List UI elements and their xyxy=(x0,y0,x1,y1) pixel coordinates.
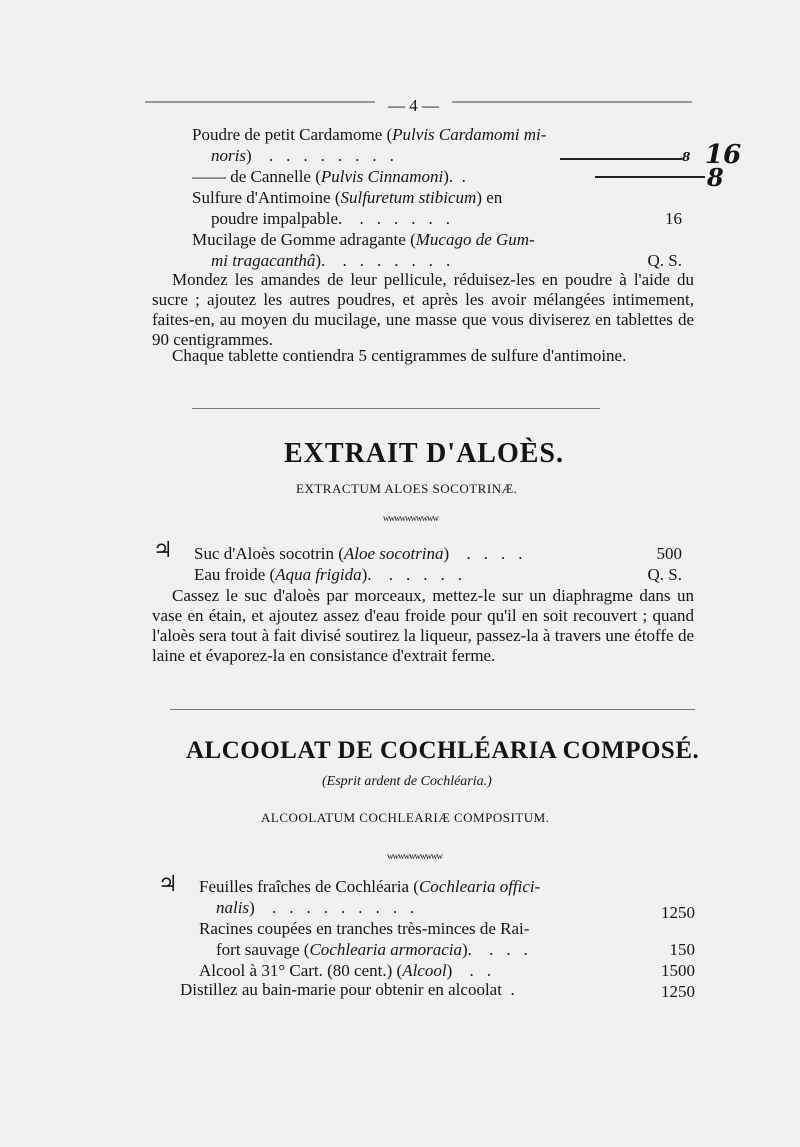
recipe-symbol: ♃ xyxy=(158,871,178,896)
ingredient-line: poudre impalpable. ...... xyxy=(211,209,463,228)
quantity: 500 xyxy=(656,544,682,563)
ingredient-line: noris) ........ xyxy=(211,146,407,165)
handwritten-number: 16 xyxy=(705,140,742,170)
handwritten-number: 8 xyxy=(707,163,724,192)
ink-stroke xyxy=(560,158,682,160)
ornament: wwwwwwwwww xyxy=(387,851,442,861)
ingredient-line: Mucilage de Gomme adragante (Mucago de Gum- xyxy=(192,230,535,249)
header-rule xyxy=(145,101,375,103)
section-divider xyxy=(170,709,695,710)
latin-title: EXTRACTUM ALOES SOCOTRINÆ. xyxy=(296,481,518,496)
section-title: ALCOOLAT DE COCHLÉARIA COMPOSÉ. xyxy=(186,737,700,764)
ingredient-line: Sulfure d'Antimoine (Sulfuretum stibicum) en xyxy=(192,188,503,207)
quantity: 16 xyxy=(665,209,682,228)
recipe-symbol: ♃ xyxy=(153,537,173,562)
quantity: 1250 xyxy=(661,903,695,922)
ingredient-line: Poudre de petit Cardamome (Pulvis Cardamomi mi- xyxy=(192,125,547,144)
subtitle: (Esprit ardent de Cochléaria.) xyxy=(322,774,492,789)
note: Chaque tablette contiendra 5 centigrammes de sulfure d'antimoine. xyxy=(172,346,627,365)
page-number: — 4 — xyxy=(388,96,439,115)
handwritten-number: 8 xyxy=(682,150,691,164)
ingredient-line: Feuilles fraîches de Cochléaria (Cochlearia offici- xyxy=(199,877,541,896)
ingredient-line: Eau froide (Aqua frigida). ..... xyxy=(194,565,476,584)
quantity: Q. S. xyxy=(647,251,682,270)
ingredient-line: Racines coupées en tranches très-minces de Rai- xyxy=(199,919,530,938)
quantity: 150 xyxy=(669,940,695,959)
ingredient-line: nalis) ......... xyxy=(216,898,428,917)
ingredient-line: Distillez au bain-marie pour obtenir en alcoolat . xyxy=(180,980,515,999)
quantity: Q. S. xyxy=(647,565,682,584)
ornament: wwwwwwwwww xyxy=(383,513,438,523)
latin-title: ALCOOLATUM COCHLEARIÆ COMPOSITUM. xyxy=(261,810,550,825)
instructions: Cassez le suc d'aloès par morceaux, mettez-le sur un diaphragme dans un vase en étain, et ajoutez assez d'eau froide pour qu'il en soit recouvert ; quand l'aloès sera tout à fait divisé soutirez la liqueur, passez-la à travers une étoffe de laine et évaporez-la en consistance d'extrait ferme. xyxy=(152,586,694,665)
ingredient-line: Suc d'Aloès socotrin (Aloe socotrina) .... xyxy=(194,544,536,563)
section-title: EXTRAIT D'ALOÈS. xyxy=(284,438,565,469)
ingredient-line: —— de Cannelle (Pulvis Cinnamoni). . xyxy=(192,167,466,186)
ink-stroke xyxy=(595,176,705,178)
ingredient-line: fort sauvage (Cochlearia armoracia). ... xyxy=(216,940,541,959)
instructions: Mondez les amandes de leur pellicule, réduisez-les en poudre à l'aide du sucre ; ajoutez les autres poudres, et après les avoir mélangées intimement, faites-en, au moyen du mucilage, une masse que vous diviserez en tablettes de 90 centigrammes. xyxy=(152,270,694,349)
quantity: 1250 xyxy=(661,982,695,1001)
ingredient-line: mi tragacanthâ). ....... xyxy=(211,251,464,270)
header-rule-right xyxy=(452,101,692,103)
ingredient-line: Alcool à 31° Cart. (80 cent.) (Alcool) .. xyxy=(199,961,504,980)
quantity: 1500 xyxy=(661,961,695,980)
section-divider xyxy=(192,408,600,409)
